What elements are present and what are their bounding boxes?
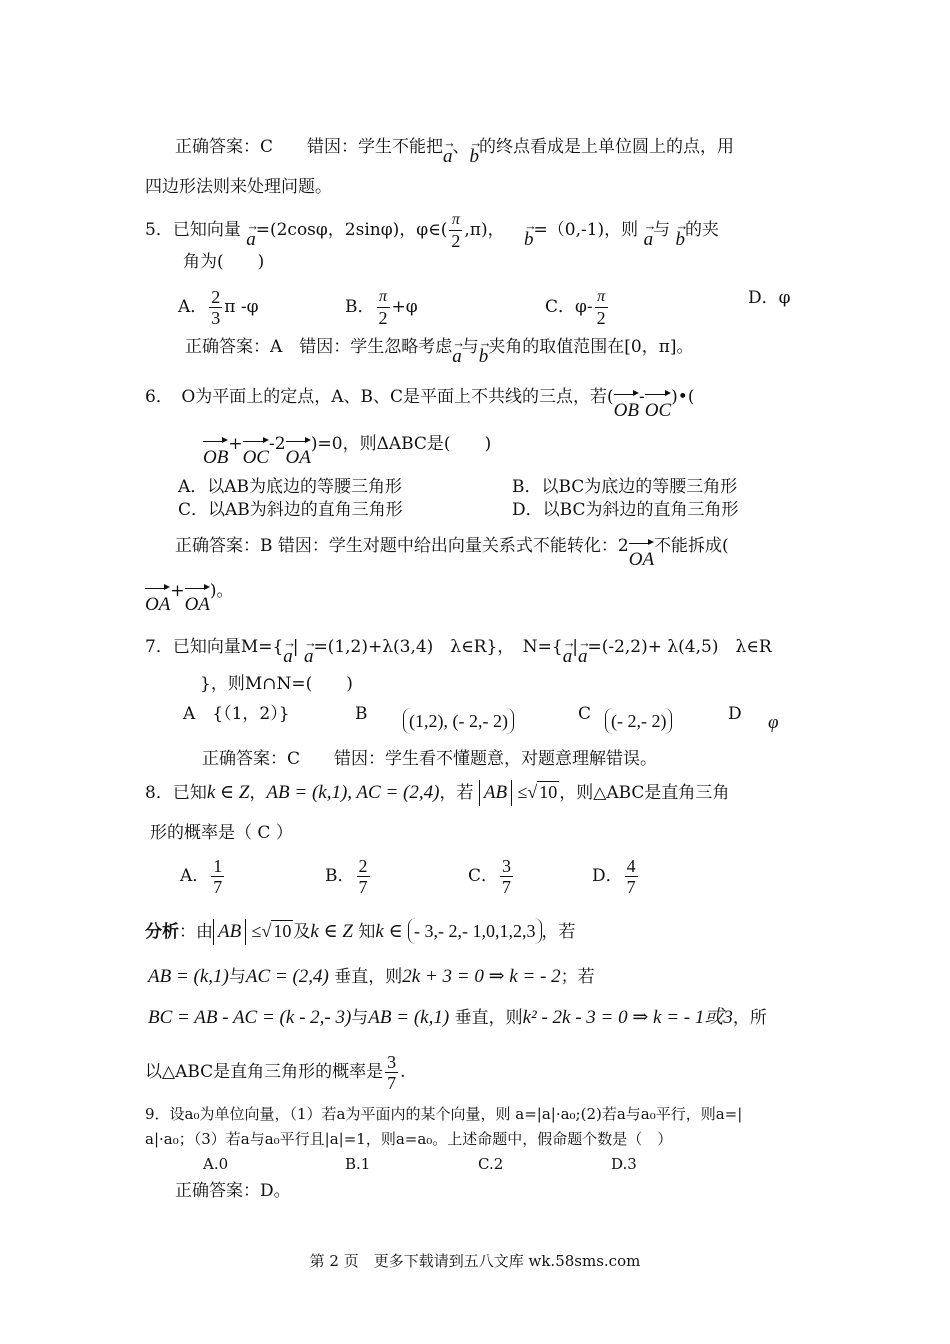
q6-answer-line2 bbox=[145, 572, 234, 615]
math-vectors: AB = (k,1), AC = (2,4) bbox=[266, 782, 440, 803]
q6-stem-line1 bbox=[145, 378, 695, 421]
plus: + bbox=[170, 581, 185, 601]
q5-option-b bbox=[345, 287, 418, 328]
vector-oa: OA bbox=[145, 586, 170, 616]
q7-option-b-label: B bbox=[355, 704, 368, 724]
q7-text-c: =(-2,2)+ λ(4,5) λ∈R bbox=[587, 637, 772, 657]
minus-two: -2 bbox=[268, 434, 286, 454]
q5-eq2: =（0,-1)，则 bbox=[533, 220, 639, 240]
q6-text-b: )•( bbox=[671, 387, 695, 407]
numerator: 3 bbox=[387, 1052, 397, 1072]
fraction bbox=[595, 287, 608, 328]
q7-option-d-label: D bbox=[728, 704, 742, 724]
answer-text-b: 不能拆成( bbox=[654, 536, 729, 556]
option-label: B． bbox=[325, 866, 355, 886]
denominator: 7 bbox=[502, 877, 512, 897]
vector-oc: OC bbox=[243, 439, 269, 469]
abs-ab: AB bbox=[213, 919, 246, 945]
bar: | bbox=[572, 637, 578, 657]
answer-yu: 与 bbox=[461, 337, 479, 357]
option-text: +φ bbox=[391, 297, 418, 317]
vector-b: → b bbox=[524, 221, 534, 251]
q7-stem-line2: }，则M∩N=( ) bbox=[200, 674, 353, 694]
bar: | bbox=[292, 637, 299, 657]
q6-option-c: C．以AB为斜边的直角三角形 bbox=[178, 500, 403, 520]
math-expr: k² - 2k - 3 = 0 ⇒ k = - 1或3 bbox=[522, 1007, 733, 1028]
analysis-text: 垂直，则 bbox=[454, 1008, 523, 1028]
q5-number: 5．已知向量 bbox=[145, 220, 241, 240]
q7-option-d-value: φ bbox=[768, 712, 779, 733]
fraction bbox=[500, 856, 513, 897]
radicand: 10 bbox=[539, 782, 558, 802]
numerator: π bbox=[595, 287, 608, 308]
numerator: 1 bbox=[213, 856, 223, 876]
analysis-line2 bbox=[148, 966, 595, 988]
q8-text: 8．已知 bbox=[145, 783, 207, 803]
q8-option-a bbox=[180, 856, 226, 897]
vector-a: → a bbox=[304, 638, 314, 668]
vector-b: → b bbox=[676, 221, 686, 251]
yu: 与 bbox=[351, 1008, 369, 1028]
q7-option-c-set bbox=[605, 708, 672, 734]
math-expr: AB = (k,1) bbox=[368, 1007, 450, 1028]
fraction bbox=[625, 856, 638, 897]
q4-answer-text: 正确答案：C 错因：学生不能把 bbox=[175, 137, 444, 157]
analysis-text: ，所 bbox=[732, 1008, 767, 1028]
vector-a: → a bbox=[452, 338, 462, 368]
q7-stem-line1 bbox=[145, 628, 772, 667]
fraction bbox=[377, 287, 390, 328]
analysis-label: 分析 bbox=[145, 922, 179, 942]
vector-a: → a bbox=[644, 221, 654, 251]
math-k-in: k ∈ bbox=[375, 921, 403, 942]
q5-stem-line2: 角为( ) bbox=[183, 252, 265, 272]
page-footer: 第 2 页 更多下载请到五八文库 wk.58sms.com bbox=[309, 1252, 641, 1270]
le-sign: ≤ bbox=[517, 782, 528, 802]
q6-option-b: B．以BC为底边的等腰三角形 bbox=[512, 477, 738, 497]
fraction-pi-over-2 bbox=[449, 210, 462, 251]
q6-option-a: A．以AB为底边的等腰三角形 bbox=[178, 477, 403, 497]
minus: - bbox=[639, 387, 645, 407]
vector-a: → a bbox=[246, 221, 256, 251]
period: . bbox=[400, 1062, 406, 1082]
sqrt: √ 10 bbox=[527, 782, 558, 802]
analysis-text: 垂直，则 bbox=[334, 967, 403, 987]
yu: 与 bbox=[228, 967, 246, 987]
denominator: 7 bbox=[387, 1073, 397, 1093]
answer-text: 正确答案：A 错因：学生忽略考虑 bbox=[185, 337, 453, 357]
q4-answer-text-b: 的终点看成是上单位圆上的点，用 bbox=[479, 137, 735, 157]
analysis-text: ：由 bbox=[179, 922, 213, 942]
vector-ob: OB bbox=[614, 392, 639, 422]
denominator: 2 bbox=[451, 231, 461, 251]
option-label: C． bbox=[468, 866, 499, 886]
denominator: 7 bbox=[626, 877, 636, 897]
q5-eq1: =(2cosφ，2sinφ)，φ∈( bbox=[255, 220, 448, 240]
numerator: 2 bbox=[211, 287, 221, 307]
numerator: π bbox=[449, 210, 462, 231]
math-expr: AC = (2,4) bbox=[245, 966, 329, 987]
q6-text: 6． O为平面上的定点，A、B、C是平面上不共线的三点，若( bbox=[145, 387, 614, 407]
option-label: C．φ- bbox=[545, 297, 593, 317]
math-expr: AB = (k,1) bbox=[148, 966, 229, 987]
vector-a: → a bbox=[563, 638, 573, 668]
option-label: A． bbox=[178, 297, 208, 317]
vector-oc: OC bbox=[645, 392, 671, 422]
q8-text-b: ，则△ABC是直角三角 bbox=[559, 783, 730, 803]
set-brace: - 3,- 2,- 1,0,1,2,3 bbox=[408, 918, 541, 944]
q7-option-b-set bbox=[403, 708, 514, 734]
analysis-line1 bbox=[145, 918, 576, 945]
math-k-in-z: k ∈ Z bbox=[206, 782, 250, 803]
q7-text: 7．已知向量M={ bbox=[145, 637, 284, 657]
option-text: π -φ bbox=[224, 297, 259, 317]
denominator: 7 bbox=[358, 877, 368, 897]
answer-end: )。 bbox=[209, 581, 234, 601]
numerator: π bbox=[377, 287, 390, 308]
analysis-ruo: ，若 bbox=[541, 922, 576, 942]
q5-option-a bbox=[178, 287, 259, 328]
q9-answer: 正确答案：D。 bbox=[175, 1181, 291, 1201]
analysis-ji: 及 bbox=[293, 922, 311, 942]
analysis-zhi: 知 bbox=[358, 922, 376, 942]
analysis-text: 以△ABC是直角三角形的概率是 bbox=[145, 1062, 384, 1082]
vector-ob: OB bbox=[203, 439, 228, 469]
plus: + bbox=[228, 434, 243, 454]
answer-text-b: 夹角的取值范围在[0，π]。 bbox=[488, 337, 694, 357]
analysis-text: ；若 bbox=[560, 967, 595, 987]
q9-option-c: C.2 bbox=[478, 1155, 504, 1173]
option-label: A． bbox=[180, 866, 210, 886]
q5-option-c bbox=[545, 287, 610, 328]
q7-text-b: =(1,2)+λ(3,4) λ∈R}， N={ bbox=[313, 637, 563, 657]
numerator: 2 bbox=[358, 856, 368, 876]
q7-option-a: A {（1，2）} bbox=[183, 704, 290, 724]
q5-end: 的夹 bbox=[685, 220, 719, 240]
answer-text: 正确答案：B 错因：学生对题中给出向量关系式不能转化：2 bbox=[175, 536, 629, 556]
analysis-line4 bbox=[145, 1052, 406, 1093]
q8-stem-line1 bbox=[145, 780, 729, 806]
fraction bbox=[385, 1052, 398, 1093]
q5-yu: 与 bbox=[653, 220, 671, 240]
vector-oa: OA bbox=[286, 439, 311, 469]
q6-answer-line1 bbox=[175, 527, 729, 570]
vector-b: → b bbox=[470, 138, 480, 168]
sqrt: √ 10 bbox=[261, 921, 292, 941]
q4-answer-line1 bbox=[175, 128, 735, 167]
q7-answer: 正确答案：C 错因：学生看不懂题意，对题意理解错误。 bbox=[202, 749, 658, 769]
q6-option-d: D．以BC为斜边的直角三角形 bbox=[512, 500, 739, 520]
q9-stem-line2: a|·a₀；（3）若a与a₀平行且|a|=1，则a=a₀。上述命题中，假命题个数是（ ） bbox=[145, 1130, 673, 1148]
q5-option-d: D．φ bbox=[748, 288, 791, 308]
numerator: 4 bbox=[626, 856, 636, 876]
q5-eq1b: ,π)， bbox=[464, 220, 505, 240]
vector-a: → a bbox=[283, 638, 293, 668]
math-expr: 2k + 3 = 0 ⇒ k = - 2 bbox=[402, 966, 561, 987]
q7-option-c-label: C bbox=[578, 704, 592, 724]
fraction bbox=[209, 287, 222, 328]
vector-oa: OA bbox=[185, 586, 210, 616]
option-label: D． bbox=[592, 866, 623, 886]
math-expr: BC = AB - AC = (k - 2,- 3) bbox=[148, 1007, 352, 1028]
q9-option-d: D.3 bbox=[611, 1155, 637, 1173]
vector-a: → a bbox=[443, 138, 453, 168]
q9-option-a: A.0 bbox=[203, 1155, 229, 1173]
radicand: 10 bbox=[273, 921, 292, 941]
vector-oa: OA bbox=[629, 541, 654, 571]
q8-stem-line2: 形的概率是（ C ） bbox=[150, 823, 293, 843]
q5-answer bbox=[185, 328, 694, 367]
q9-option-b: B.1 bbox=[345, 1155, 371, 1173]
set-brace: (- 2,- 2) bbox=[605, 708, 672, 734]
numerator: 3 bbox=[502, 856, 512, 876]
math-k-in-z: k ∈ Z bbox=[310, 921, 353, 942]
fraction bbox=[211, 856, 224, 897]
denominator: 7 bbox=[213, 877, 223, 897]
denominator: 2 bbox=[596, 308, 606, 328]
comma: ， bbox=[249, 783, 267, 803]
denominator: 3 bbox=[211, 308, 221, 328]
le-sign: ≤ bbox=[251, 921, 262, 941]
denominator: 2 bbox=[378, 308, 388, 328]
q5-stem-line1 bbox=[145, 210, 719, 251]
q4-answer-line2: 四边形法则来处理问题。 bbox=[145, 177, 332, 197]
option-label: B． bbox=[345, 297, 375, 317]
q6-text-c: )=0，则ΔABC是( ) bbox=[310, 434, 492, 454]
q8-ruo: ，若 bbox=[439, 783, 474, 803]
q8-option-c bbox=[468, 856, 515, 897]
q9-stem-line1: 9．设a₀为单位向量，（1）若a为平面内的某个向量，则 a=|a|·a₀;(2)若a与a₀平行，则a=| bbox=[145, 1105, 743, 1123]
fraction bbox=[357, 856, 370, 897]
separator: 、 bbox=[452, 137, 470, 157]
vector-b: → b bbox=[479, 338, 489, 368]
q8-option-d bbox=[592, 856, 640, 897]
set-brace: (1,2), (- 2,- 2) bbox=[403, 708, 514, 734]
vector-a: → a bbox=[578, 638, 588, 668]
q8-option-b bbox=[325, 856, 372, 897]
abs-ab: AB bbox=[479, 780, 512, 806]
analysis-line3 bbox=[148, 1007, 767, 1029]
q6-stem-line2 bbox=[203, 425, 492, 468]
